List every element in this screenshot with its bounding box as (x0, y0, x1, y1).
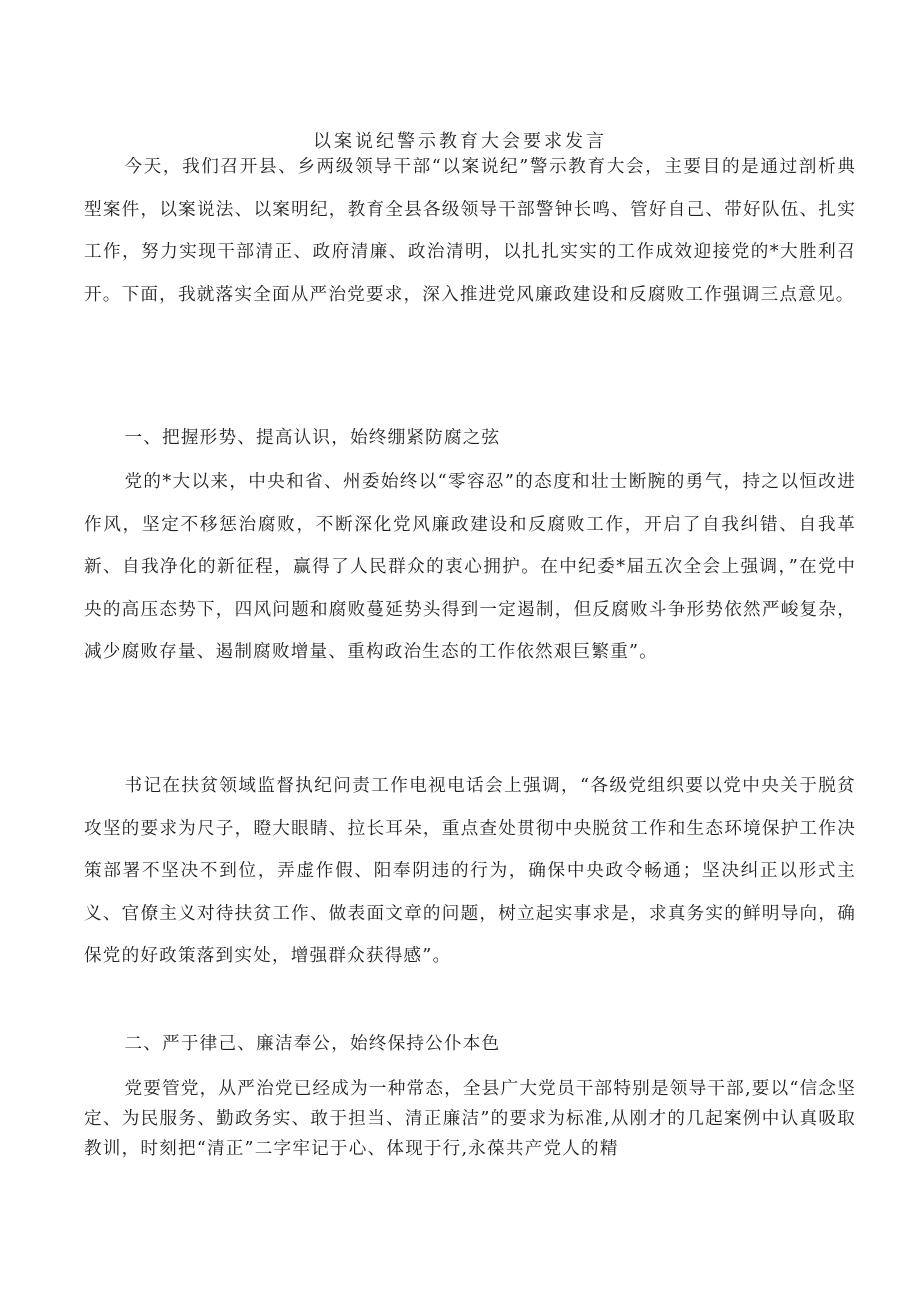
page-title: 以案说纪警示教育大会要求发言 (313, 131, 607, 152)
paragraph-intro: 今天，我们召开县、乡两级领导干部“以案说纪”警示教育大会，主要目的是通过剖析典型案件，以案说法、以案明纪，教育全县各级领导干部警钟长鸣、管好自己、带好队伍、扎实工作，努力实现干部清正、政府清廉、政治清明，以扎扎实实的工作成效迎接党的*大胜利召开。下面，我就落实全面从严治党要求，深入推进党风廉政建设和反腐败工作强调三点意见。 (84, 157, 856, 305)
section-heading-1: 一、把握形势、提高认识，始终绷紧防腐之弦 (124, 428, 501, 448)
paragraph-situation: 党的*大以来，中央和省、州委始终以“零容忍”的态度和壮士断腕的勇气，持之以恒改进作风，坚定不移惩治腐败，不断深化党风廉政建设和反腐败工作，开启了自我纠错、自我革新、自我净化的新征程，赢得了人民群众的衷心拥护。在中纪委*届五次全会上强调，”在党中央的高压态势下，四风问题和腐败蔓延势头得到一定遏制，但反腐败斗争形势依然严峻复杂，减少腐败存量、遏制腐败增量、重构政治生态的工作依然艰巨繁重”。 (84, 472, 856, 662)
paragraph-secretary-quote: 书记在扶贫领域监督执纪问责工作电视电话会上强调，“各级党组织要以党中央关于脱贫攻坚的要求为尺子，瞪大眼睛、拉长耳朵，重点查处贯彻中央脱贫工作和生态环境保护工作决策部署不坚决不到位，弄虚作假、阳奉阴违的行为，确保中央政令畅通；坚决纠正以形式主义、官僚主义对待扶贫工作、做表面文章的问题，树立起实事求是，求真务实的鲜明导向，确保党的好政策落到实处，增强群众获得感”。 (84, 776, 856, 966)
section-heading-2: 二、严于律己、廉洁奉公，始终保持公仆本色 (124, 1034, 501, 1054)
paragraph-self-discipline: 党要管党，从严治党已经成为一种常态，全县广大党员干部特别是领导干部,要以“信念坚定、为民服务、勤政务实、敢于担当、清正廉洁”的要求为标准,从刚才的几起案例中认真吸取教训，时刻把“清正”二字牢记于心、体现于行,永葆共产党人的精 (84, 1079, 856, 1159)
